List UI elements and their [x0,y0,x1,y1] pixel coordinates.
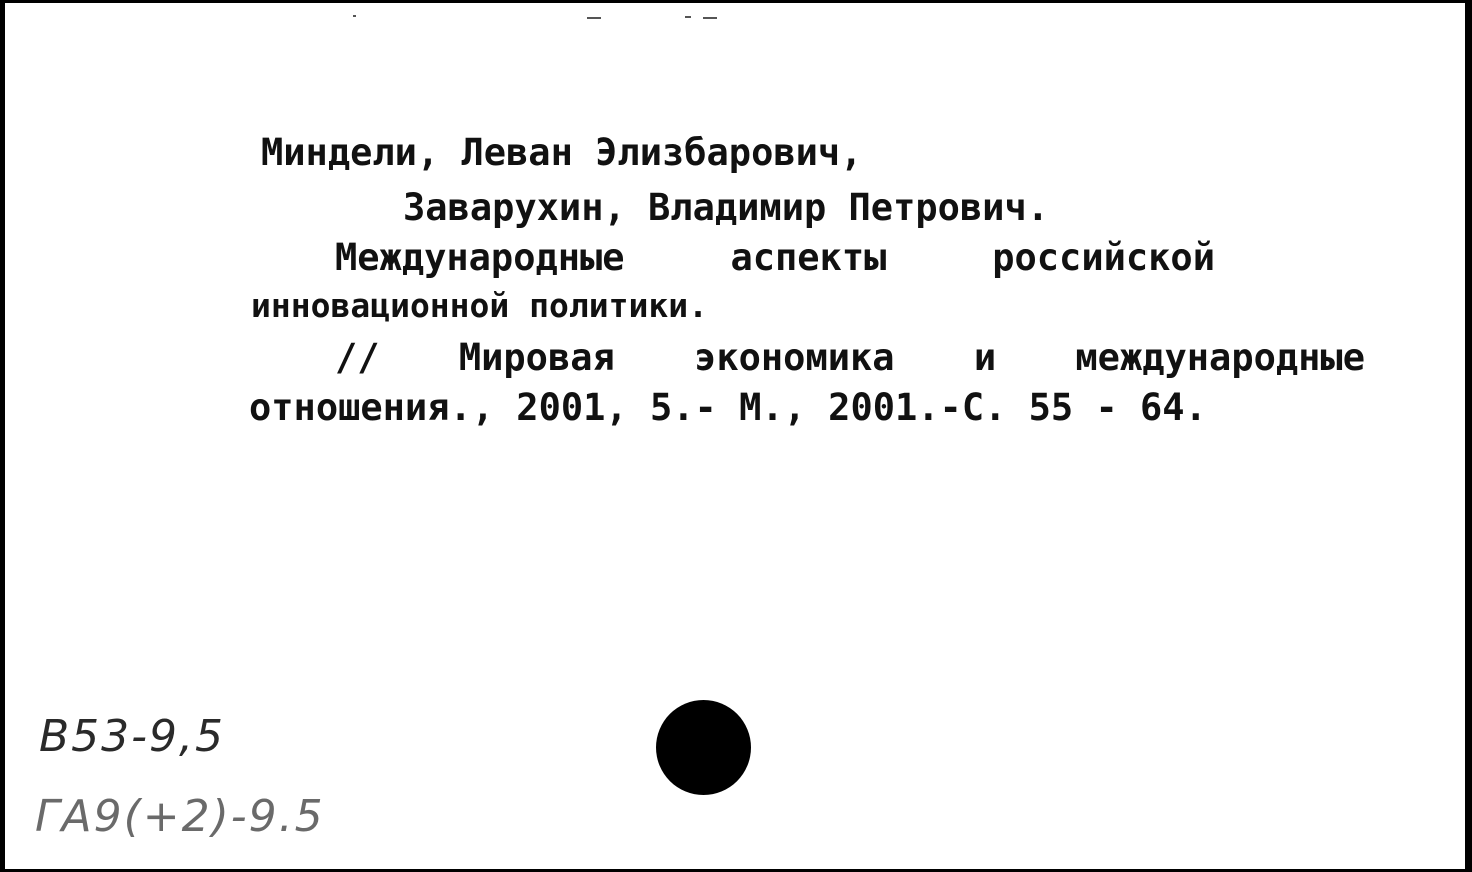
shelfmark-line-2: ГА9(+2)-9.5 [35,791,325,842]
author-primary: Миндели, Леван Элизбарович, [261,131,863,174]
source-line-2: отношения., 2001, 5.- М., 2001.-С. 55 - 64. [249,386,1207,429]
title-line-2: инновационной политики. [251,286,708,325]
title-word: аспекты [730,236,887,279]
source-line-1 [335,336,1365,379]
title-word: Международные [335,236,625,279]
scan-speck [587,17,601,19]
title-line-1 [335,236,1215,279]
scan-speck [353,15,356,17]
source-word: экономика [694,336,895,379]
source-word: // [335,336,380,379]
source-word: Мировая [458,336,615,379]
shelfmark-line-1: B53-9,5 [39,711,226,762]
scan-speck [685,16,691,18]
punch-hole [656,700,751,795]
source-word: международные [1075,336,1365,379]
source-word: и [973,336,997,379]
author-secondary: Заварухин, Владимир Петрович. [403,186,1050,229]
title-word: российской [992,236,1215,279]
scan-speck [703,17,717,19]
